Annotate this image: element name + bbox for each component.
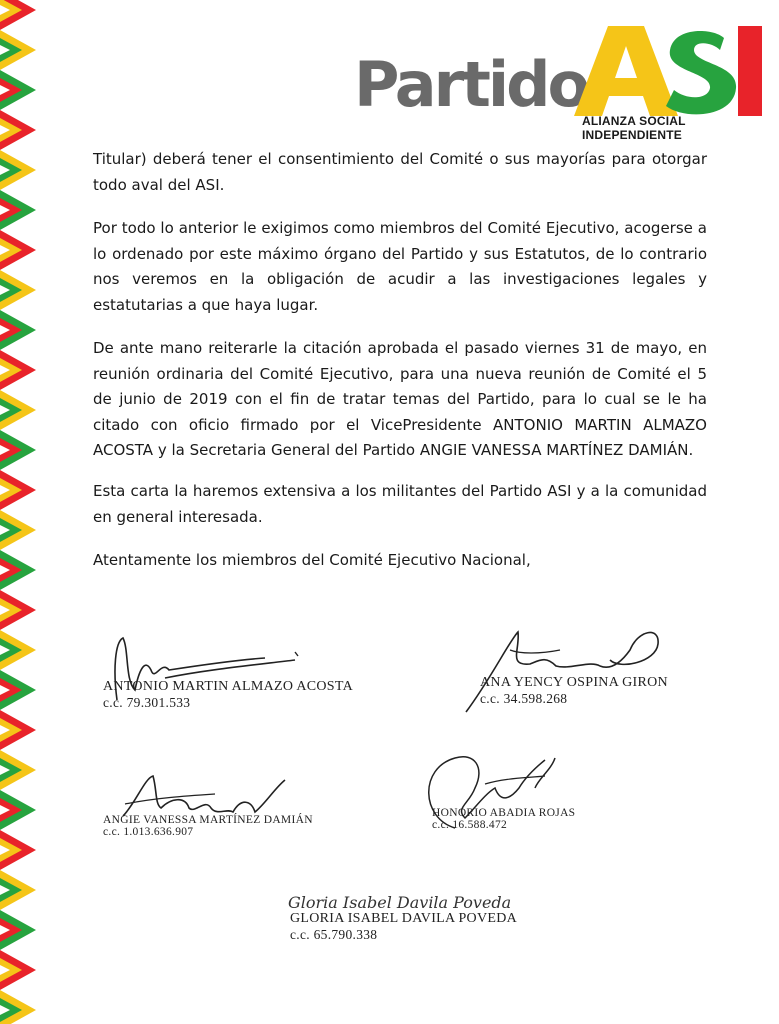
signature-honorio bbox=[432, 807, 575, 831]
signer-name: GLORIA ISABEL DAVILA POVEDA bbox=[290, 911, 518, 926]
decorative-border bbox=[0, 0, 40, 1024]
signature-angie bbox=[103, 814, 313, 838]
signature-handwritten-gloria: Gloria Isabel Davila Poveda bbox=[288, 893, 512, 912]
signer-name: ANGIE VANESSA MARTÍNEZ DAMIÁN bbox=[103, 814, 313, 826]
signature-ana bbox=[480, 675, 668, 707]
signer-id: c.c. 16.588.472 bbox=[432, 819, 508, 831]
signer-id: c.c. 34.598.268 bbox=[480, 691, 568, 706]
paragraph-1: Titular) deberá tener el consentimiento del Comité o sus mayorías para otorgar todo aval del ASI. bbox=[93, 150, 707, 194]
signer-id: c.c. 79.301.533 bbox=[103, 695, 191, 710]
signer-id: c.c. 1.013.636.907 bbox=[103, 826, 194, 838]
logo-asi-mark bbox=[574, 24, 764, 116]
signer-id: c.c. 65.790.338 bbox=[290, 927, 378, 942]
paragraph-3: De ante mano reiterarle la citación aprobada el pasado viernes 31 de mayo, en reunión ordinaria del Comité Ejecutivo, para una nueva reunión de Comité el 5 de junio de 2019 con el fin de tratar temas del Partido, para lo cual se le ha citado con oficio firmado por el VicePresidente ANTONIO MARTIN ALMAZO ACOSTA y la Secretaria General del Partido ANGIE VANESSA MARTÍNEZ DAMIÁN. bbox=[93, 339, 707, 459]
signature-gloria bbox=[290, 911, 517, 943]
paragraph-closing: Atentamente los miembros del Comité Ejecutivo Nacional, bbox=[93, 551, 531, 569]
signature-antonio bbox=[103, 679, 353, 711]
paragraph-2: Por todo lo anterior le exigimos como miembros del Comité Ejecutivo, acogerse a lo ordenado por este máximo órgano del Partido y sus Estatutos, de lo contrario nos veremos en la obligación de acudir a las investigaciones legales y estatutarias a que haya lugar. bbox=[93, 219, 707, 314]
party-logo bbox=[352, 22, 762, 142]
logo-word-partido: Partido bbox=[354, 48, 588, 121]
logo-subtitle: ALIANZA SOCIAL INDEPENDIENTE bbox=[582, 114, 686, 142]
signer-name: ANTONIO MARTIN ALMAZO ACOSTA bbox=[103, 679, 354, 694]
paragraph-4: Esta carta la haremos extensiva a los militantes del Partido ASI y a la comunidad en general interesada. bbox=[93, 482, 707, 526]
signer-name: HONORIO ABADIA ROJAS bbox=[432, 807, 576, 819]
signer-name: ANA YENCY OSPINA GIRON bbox=[480, 675, 668, 690]
